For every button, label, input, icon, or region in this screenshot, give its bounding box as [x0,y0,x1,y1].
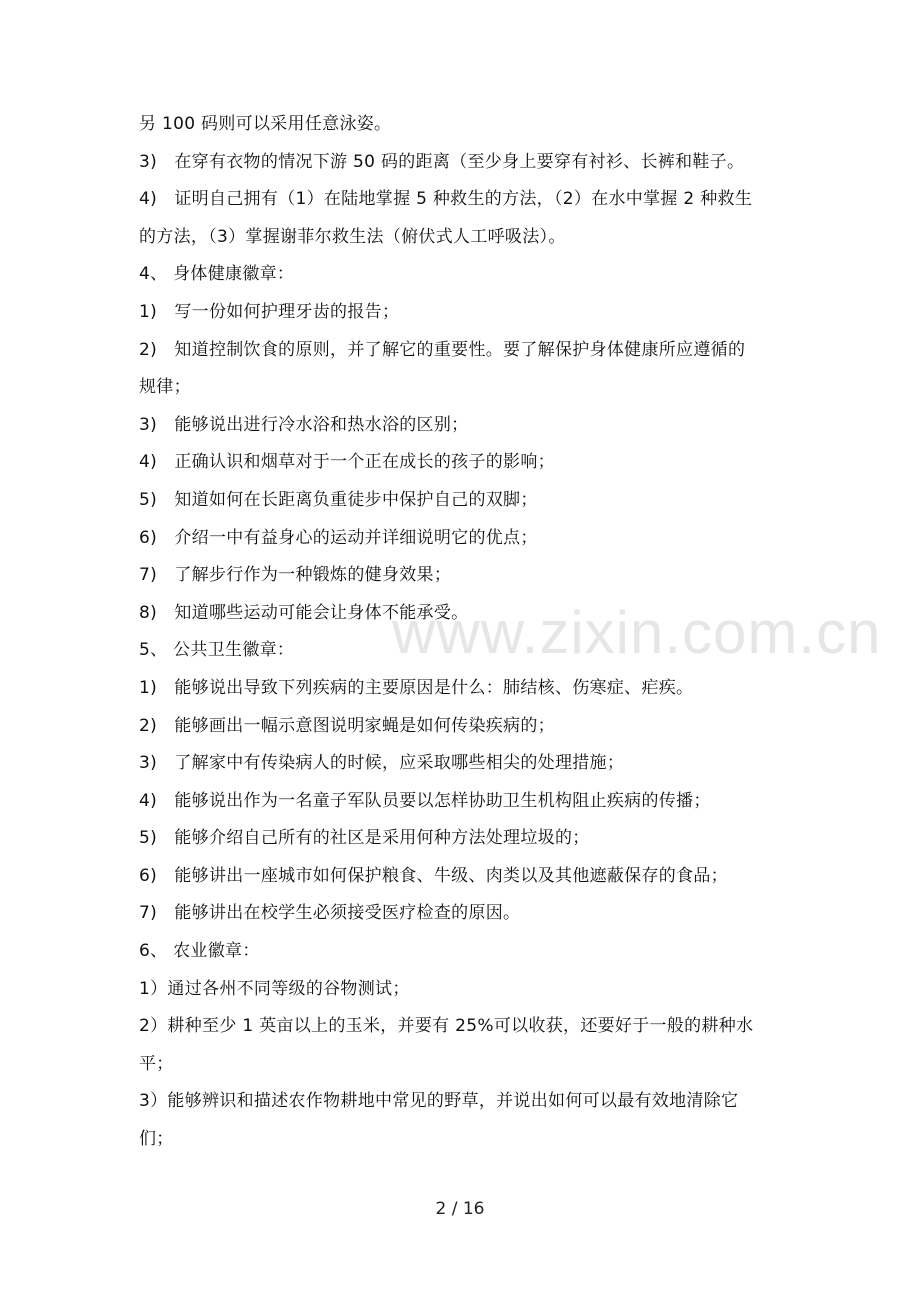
text-line: 2) 能够画出一幅示意图说明家蝇是如何传染疾病的； [139,715,555,736]
section-heading: 5、 公共卫生徽章： [139,640,295,661]
text-line: 7) 了解步行作为一种锻炼的健身效果； [139,565,452,586]
text-line: 3) 在穿有衣物的情况下游 50 码的距离（至少身上要穿有衬衫、长裤和鞋子。 [139,151,745,172]
text-line: 5) 知道如何在长距离负重徒步中保护自己的双脚； [139,489,538,510]
page-number: 2 / 16 [435,1199,485,1219]
watermark: www.zixin.com.cn [392,599,882,666]
text-line: 5) 能够介绍自己所有的社区是采用何种方法处理垃圾的； [139,828,590,849]
text-line: 平； [139,1053,174,1074]
text-line: 规律； [139,377,191,398]
text-line: 8) 知道哪些运动可能会让身体不能承受。 [139,602,469,623]
text-line: 的方法，（3）掌握谢菲尔救生法（俯伏式人工呼吸法）。 [139,226,566,247]
section-heading: 6、 农业徽章： [139,941,260,962]
text-line: 4) 证明自己拥有（1）在陆地掌握 5 种救生的方法，（2）在水中掌握 2 种救生 [139,189,753,210]
text-line: 们； [139,1129,174,1150]
text-line: 1) 能够说出导致下列疾病的主要原因是什么：肺结核、伤寒症、疟疾。 [139,677,694,698]
text-line: 6) 介绍一中有益身心的运动并详细说明它的优点； [139,527,538,548]
section-heading: 4、 身体健康徽章： [139,264,295,285]
text-line: 6) 能够讲出一座城市如何保护粮食、牛级、肉类以及其他遮蔽保存的食品； [139,865,728,886]
document-body [139,106,787,1159]
text-line: 2) 知道控制饮食的原则，并了解它的重要性。要了解保护身体健康所应遵循的 [139,339,746,360]
text-line: 4) 能够说出作为一名童子军队员要以怎样协助卫生机构阻止疾病的传播； [139,790,711,811]
text-line: 1）通过各州不同等级的谷物测试； [139,978,410,999]
text-line: 2）耕种至少 1 英亩以上的玉米，并要有 25%可以收获，还要好于一般的耕种水 [139,1016,754,1037]
text-line: 3) 能够说出进行冷水浴和热水浴的区别； [139,414,469,435]
text-line: 3）能够辨识和描述农作物耕地中常见的野草，并说出如何可以最有效地清除它 [139,1091,739,1112]
text-line: 3) 了解家中有传染病人的时候，应采取哪些相尖的处理措施； [139,753,625,774]
text-line: 1) 写一份如何护理牙齿的报告； [139,301,400,322]
text-line: 4) 正确认识和烟草对于一个正在成长的孩子的影响； [139,452,555,473]
text-line: 另 100 码则可以采用任意泳姿。 [139,114,392,134]
text-line: 7) 能够讲出在校学生必须接受医疗检查的原因。 [139,903,521,924]
